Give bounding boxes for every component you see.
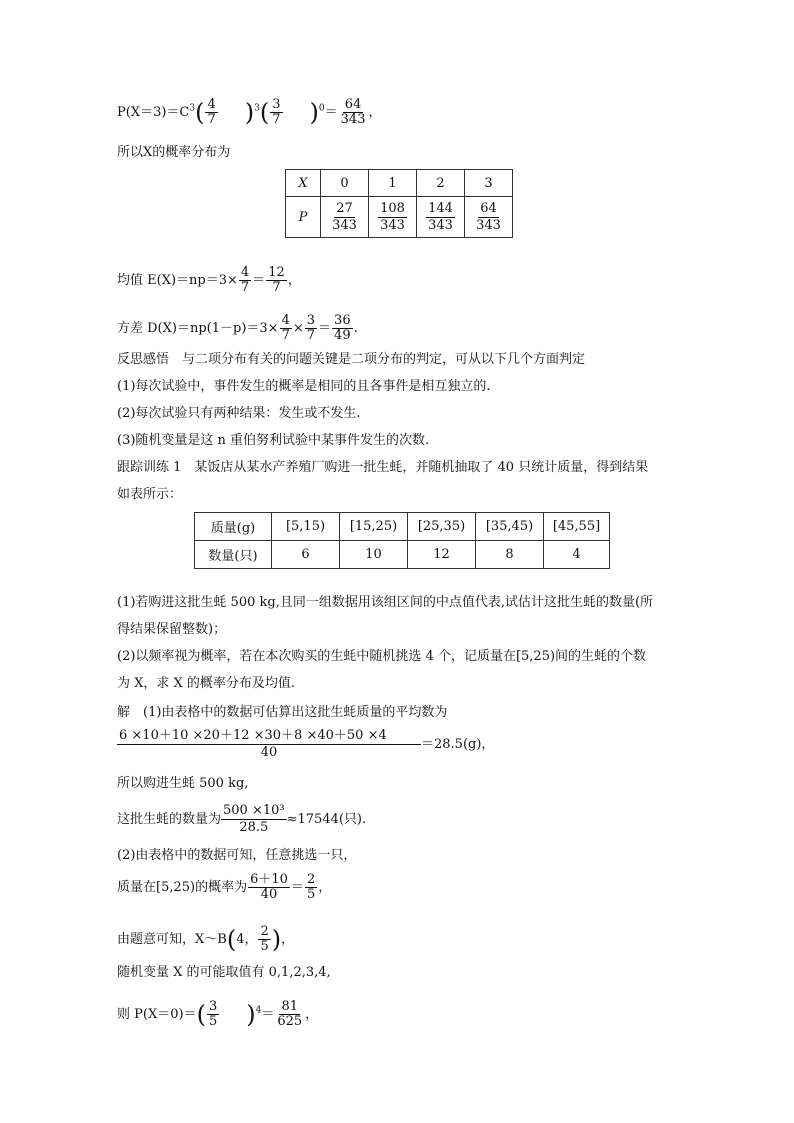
frac-num: 81 — [281, 999, 299, 1014]
table-cell: 8 — [476, 541, 544, 569]
right-paren: ) — [246, 1000, 256, 1029]
table-cell: [5,15) — [272, 513, 340, 541]
table-cell: 12 — [408, 541, 476, 569]
reflection-point-3: (3)随机变量是这 n 重伯努利试验中某事件发生的次数. — [117, 433, 430, 448]
distribution-intro: 所以X的概率分布为 — [117, 145, 231, 160]
prob-label: 质量在[5,25)的概率为 — [117, 880, 248, 895]
binomial-line — [117, 925, 294, 954]
frac — [207, 1000, 219, 1029]
count-formula — [117, 803, 366, 836]
frac-den: 343 — [340, 112, 366, 127]
frac-num: 3 — [272, 97, 281, 112]
table-row — [195, 541, 610, 569]
frac-num: 4 — [207, 97, 216, 112]
equals: ＝ — [290, 880, 304, 895]
table-cell — [417, 197, 465, 238]
exp: 3 — [254, 103, 260, 114]
frac-num: 108 — [380, 200, 405, 216]
punct: ， — [281, 932, 295, 947]
frac-num: 3 — [208, 999, 218, 1014]
table-cell: 10 — [340, 541, 408, 569]
prob-x3-line — [117, 98, 382, 127]
frac-num: 12 — [268, 265, 285, 280]
frac-den: 7 — [207, 112, 216, 127]
frac-q — [270, 98, 282, 127]
frac-den: 5 — [208, 1014, 218, 1029]
avg-frac — [117, 728, 421, 761]
right-paren: ) — [309, 98, 319, 127]
table-cell — [321, 197, 369, 238]
c-sup: 3 — [189, 103, 196, 114]
avg-result: ＝28.5(g)， — [421, 737, 495, 752]
frac-den: 5 — [306, 887, 316, 902]
punct: ， — [305, 1007, 319, 1022]
equals: ＝ — [318, 321, 332, 336]
p0-label: 则 P(X＝0)＝ — [117, 1007, 197, 1022]
question-2: (2)以频率视为概率，若在本次购买的生蚝中随机挑选 4 个，记质量在[5,25)间的生蚝的个数 — [117, 649, 647, 664]
punct: ， — [287, 273, 301, 288]
solution-line: 所以购进生蚝 500 kg, — [117, 776, 249, 791]
frac — [275, 1000, 304, 1029]
punct: ， — [318, 880, 332, 895]
solution-line: 随机变量 X 的可能取值有 0,1,2,3,4, — [117, 965, 331, 980]
table-cell: [35,45) — [476, 513, 544, 541]
punct: ， — [368, 105, 382, 120]
prob-x3-lhs: P(X＝3)＝C — [117, 105, 190, 120]
frac-num: 4 — [240, 265, 250, 280]
frac — [248, 873, 290, 902]
reflection-heading: 反思感悟 与二项分布有关的问题关键是二项分布的判定，可从以下几个方面判定 — [117, 352, 586, 367]
count-frac — [221, 803, 287, 836]
frac — [258, 925, 270, 954]
oyster-weight-table — [194, 512, 610, 569]
binom-n: 4， — [236, 932, 258, 947]
frac-num: 2 — [306, 872, 316, 887]
frac — [474, 201, 503, 234]
frac — [378, 201, 407, 234]
frac-den: 343 — [476, 217, 501, 233]
frac-den: 5 — [260, 939, 269, 954]
question-1: (1)若购进这批生蚝 500 kg,且同一组数据用该组区间的中点值代表,试估计这批生蚝的数量(所 — [117, 595, 654, 610]
count-result: ≈17544(只). — [286, 812, 367, 827]
frac — [330, 201, 359, 234]
equals: ＝ — [324, 105, 338, 120]
frac — [305, 314, 317, 343]
frac-num: 27 — [336, 200, 353, 216]
frac-den: 7 — [272, 112, 281, 127]
table-cell: [25,35) — [408, 513, 476, 541]
punct: . — [353, 321, 358, 336]
table-cell: 6 — [272, 541, 340, 569]
frac-num: 3 — [306, 313, 316, 328]
solution-heading: 解 (1)由表格中的数据可估算出这批生蚝质量的平均数为 — [117, 705, 448, 720]
frac-num: 4 — [281, 313, 290, 328]
frac-num: 500 ×10³ — [223, 803, 285, 818]
reflection-point-2: (2)每次试验只有两种结果：发生或不发生. — [117, 406, 361, 421]
right-paren: ) — [271, 925, 282, 954]
variance-line — [117, 314, 358, 343]
p0-formula — [117, 1000, 318, 1029]
frac — [332, 314, 353, 343]
frac-den: 343 — [428, 217, 453, 233]
table-head-x: X — [286, 170, 321, 197]
frac-den: 7 — [306, 328, 316, 343]
question-1-cont: 得结果保留整数)； — [117, 622, 227, 637]
table-cell: [45,55] — [544, 513, 610, 541]
table-row — [286, 170, 513, 197]
frac — [280, 314, 292, 343]
left-paren: ( — [226, 925, 237, 954]
frac-num: 6 ×10＋10 ×20＋12 ×30＋8 ×40＋50 ×4 — [117, 728, 421, 745]
table-head: 质量(g) — [195, 513, 272, 541]
frac-num: 64 — [480, 200, 497, 216]
table-cell — [369, 197, 417, 238]
frac-den: 28.5 — [239, 820, 269, 835]
frac-num: 2 — [260, 924, 269, 939]
frac-den: 40 — [260, 887, 278, 902]
distribution-table — [285, 169, 513, 238]
solution-line: (2)由表格中的数据可知，任意挑选一只， — [117, 848, 357, 863]
table-head-p: P — [286, 197, 321, 238]
table-cell: 2 — [417, 170, 465, 197]
question-2-cont: 为 X，求 X 的概率分布及均值. — [117, 676, 296, 691]
exp: 4 — [255, 1005, 262, 1016]
frac-p — [205, 98, 217, 127]
frac-result — [339, 98, 368, 127]
table-cell: 1 — [369, 170, 417, 197]
mean-label: 均值 E(X)＝np＝3× — [117, 273, 238, 288]
table-row — [195, 513, 610, 541]
exp: 0 — [318, 103, 325, 114]
frac-den: 40 — [260, 745, 278, 760]
times: × — [292, 321, 304, 336]
frac-den: 343 — [332, 217, 357, 233]
table-row — [286, 197, 513, 238]
exercise-prompt-cont: 如表所示： — [117, 487, 183, 502]
mean-line — [117, 266, 301, 295]
table-head: 数量(只) — [195, 541, 272, 569]
left-paren: ( — [196, 1000, 206, 1029]
frac-num: 6＋10 — [250, 872, 288, 887]
equals: ＝ — [261, 1007, 275, 1022]
table-cell: 4 — [544, 541, 610, 569]
frac-num: 64 — [344, 97, 362, 112]
right-paren: ) — [244, 98, 255, 127]
table-cell: 0 — [321, 170, 369, 197]
table-cell: 3 — [465, 170, 513, 197]
equals: ＝ — [252, 273, 266, 288]
count-label: 这批生蚝的数量为 — [117, 812, 222, 827]
frac-den: 7 — [240, 280, 250, 295]
reflection-point-1: (1)每次试验中，事件发生的概率是相同的且各事件是相互独立的. — [117, 379, 491, 394]
frac — [239, 266, 251, 295]
table-cell: [15,25) — [340, 513, 408, 541]
binom-label: 由题意可知，X～B — [117, 932, 227, 947]
left-paren: ( — [259, 98, 270, 127]
left-paren: ( — [195, 98, 205, 127]
frac-den: 49 — [334, 328, 351, 343]
frac-den: 7 — [272, 280, 281, 295]
table-cell — [465, 197, 513, 238]
frac-den: 343 — [380, 217, 405, 233]
variance-label: 方差 D(X)＝np(1－p)＝3× — [117, 321, 279, 336]
exercise-prompt: 跟踪训练 1 某饭店从某水产养殖厂购进一批生蚝，并随机抽取了 40 只统计质量，得到结果 — [117, 460, 649, 475]
frac-num: 144 — [428, 200, 453, 216]
frac-den: 625 — [277, 1014, 303, 1029]
frac-den: 7 — [281, 328, 290, 343]
frac — [266, 266, 287, 295]
frac-num: 36 — [334, 313, 351, 328]
average-formula — [117, 728, 494, 761]
frac — [305, 873, 317, 902]
frac — [426, 201, 455, 234]
prob-formula — [117, 873, 331, 902]
